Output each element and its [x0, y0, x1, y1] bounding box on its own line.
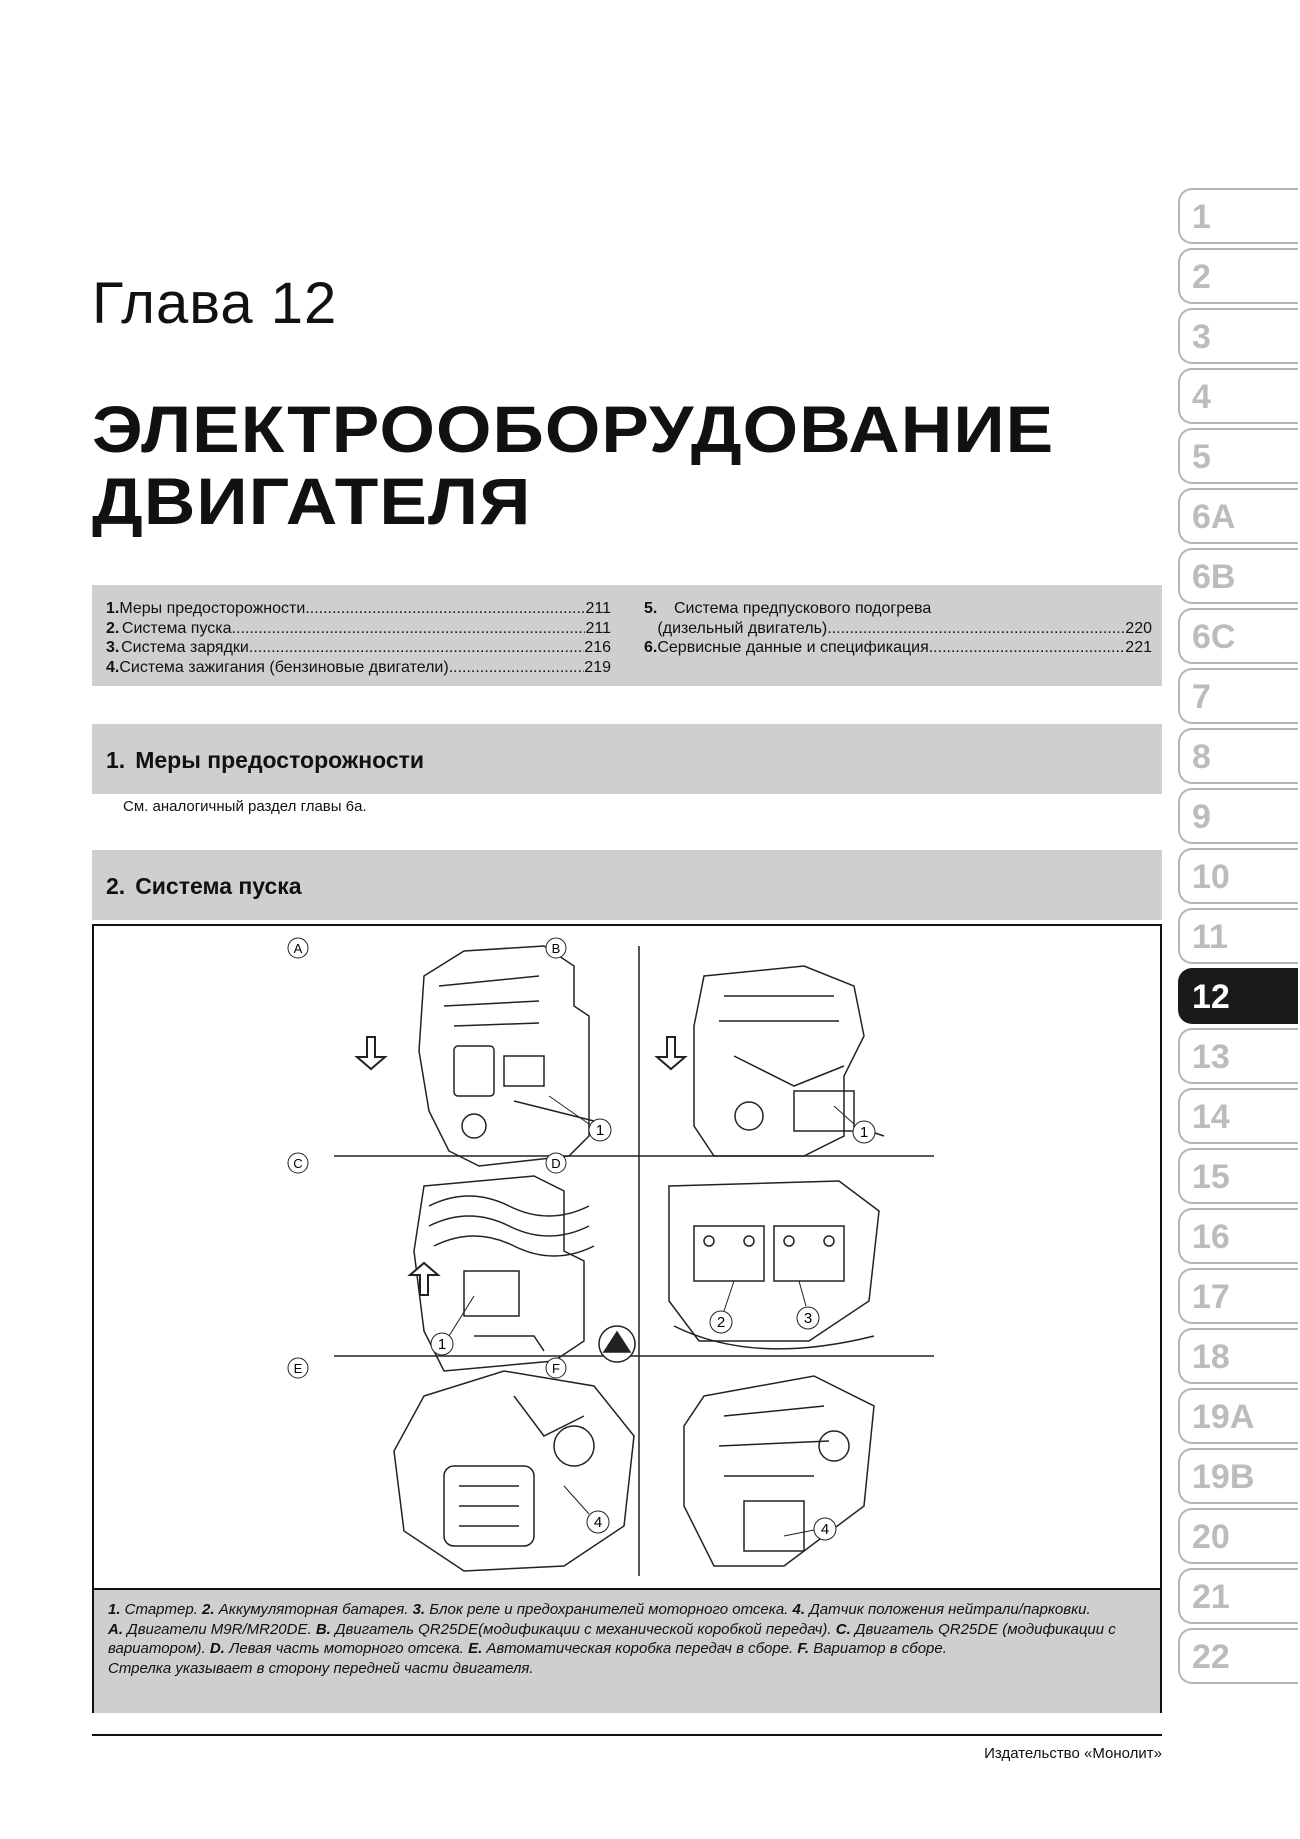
toc-leader-dots: [232, 619, 586, 639]
chapter-tab-12[interactable]: [1178, 968, 1298, 1024]
chapter-tab-19a[interactable]: [1178, 1388, 1298, 1444]
chapter-tab-label: 1: [1192, 198, 1211, 236]
chapter-tab-5[interactable]: [1178, 428, 1298, 484]
chapter-tab-19b[interactable]: [1178, 1448, 1298, 1504]
section-1-text: См. аналогичный раздел главы 6а.: [123, 798, 367, 815]
toc-leader-dots: [929, 638, 1126, 658]
panel-d-engine-bay-drawing: [669, 1181, 879, 1349]
chapter-tab-16[interactable]: [1178, 1208, 1298, 1264]
toc-leader-dots: [249, 638, 584, 658]
callout-e-4: [564, 1486, 609, 1533]
svg-text:2: 2: [716, 1314, 726, 1331]
section-2-title: Система пуска: [135, 873, 302, 899]
panel-label-b: [546, 938, 566, 958]
toc-entry-page: 216: [584, 639, 611, 656]
svg-text:D: D: [551, 1156, 561, 1171]
toc-entry-number: 4.: [106, 658, 120, 676]
caption-key: F.: [797, 1640, 810, 1657]
caption-key: 2.: [202, 1601, 215, 1618]
chapter-tab-label: 6B: [1192, 558, 1236, 596]
toc-entry-title: Меры предосторожности: [119, 600, 306, 617]
panel-e-transmission-drawing: [394, 1371, 634, 1571]
chapter-tab-7[interactable]: [1178, 668, 1298, 724]
chapter-tab-6b[interactable]: [1178, 548, 1298, 604]
caption-key: 4.: [792, 1601, 806, 1618]
footer-rule: [92, 1734, 1162, 1736]
svg-text:E: E: [293, 1361, 303, 1376]
chapter-tab-label: 20: [1192, 1518, 1230, 1556]
svg-text:4: 4: [820, 1521, 830, 1538]
toc-entry-number: 3.: [106, 639, 120, 656]
caption-key: 3.: [412, 1601, 426, 1618]
section-2-header: [92, 850, 1162, 920]
caption-desc: Двигатели M9R/MR20DE.: [123, 1620, 316, 1638]
caption-arrow-note: Стрелка указывает в сторону передней части двигателя.: [108, 1659, 534, 1677]
panel-label-a: [288, 938, 308, 958]
toc-entry-page: 221: [1125, 639, 1152, 656]
caption-legend-numbers: [108, 1601, 1091, 1618]
callout-c-1: [431, 1296, 474, 1355]
caption-desc: Вариатор в сборе.: [809, 1640, 947, 1657]
chapter-tab-1[interactable]: [1178, 188, 1298, 244]
caption-desc: Стартер.: [120, 1601, 203, 1618]
caption-key: C.: [835, 1620, 851, 1638]
callout-a-1: [549, 1096, 611, 1141]
toc-entry: [106, 619, 611, 639]
callout-f-4: [784, 1518, 836, 1540]
caption-desc: Двигатель QR25DE (модификации с вариатором).: [108, 1620, 1116, 1657]
chapter-tab-label: 6C: [1192, 618, 1236, 656]
chapter-tab-label: 18: [1192, 1338, 1230, 1376]
svg-text:A: A: [293, 941, 303, 956]
toc-entry-title: (дизельный двигатель): [657, 619, 828, 637]
caption-key: B.: [315, 1620, 331, 1638]
publisher-footer: Издательство «Монолит»: [984, 1745, 1162, 1762]
chapter-tab-label: 15: [1192, 1158, 1230, 1196]
title-line-2: ДВИГАТЕЛЯ: [92, 464, 532, 538]
toc-leader-dots: [305, 599, 585, 619]
chapter-tab-label: 13: [1192, 1038, 1230, 1076]
svg-text:4: 4: [593, 1514, 603, 1531]
chapter-tab-label: 22: [1192, 1638, 1230, 1676]
chapter-tab-13[interactable]: [1178, 1028, 1298, 1084]
toc-left-column: [106, 599, 611, 677]
chapter-tab-label: 19B: [1192, 1458, 1255, 1496]
toc-right-column: [644, 599, 1152, 658]
toc-entry-page: 220: [1125, 619, 1152, 637]
caption-desc: Левая часть моторного отсека.: [224, 1640, 469, 1657]
panel-label-c: [288, 1153, 308, 1173]
toc-entry: [106, 638, 611, 658]
toc-entry-page: 219: [584, 658, 611, 676]
chapter-tab-label: 6A: [1192, 498, 1236, 536]
chapter-tab-label: 7: [1192, 678, 1211, 716]
chapter-tab-4[interactable]: [1178, 368, 1298, 424]
svg-text:3: 3: [803, 1310, 813, 1327]
caption-key: D.: [209, 1640, 225, 1657]
chapter-tab-15[interactable]: [1178, 1148, 1298, 1204]
callouts: [431, 1096, 875, 1540]
toc-entry: [644, 599, 1152, 619]
panel-label-e: [288, 1358, 308, 1378]
toc-entry: [106, 658, 611, 678]
figure-caption: [94, 1588, 1160, 1713]
chapter-tab-label: 16: [1192, 1218, 1230, 1256]
chapter-tab-14[interactable]: [1178, 1088, 1298, 1144]
chapter-tab-label: 9: [1192, 798, 1211, 836]
chapter-tab-9[interactable]: [1178, 788, 1298, 844]
caption-desc: Аккумуляторная батарея.: [214, 1601, 413, 1618]
caption-legend-letters: [108, 1621, 1116, 1658]
figure-illustrations: [94, 926, 1160, 1588]
chapter-tab-label: 14: [1192, 1098, 1230, 1136]
svg-text:B: B: [551, 941, 561, 956]
chapter-tab-label: 8: [1192, 738, 1211, 776]
toc-entry-number: 6.: [644, 639, 658, 656]
section-2-number: 2.: [106, 873, 126, 899]
callout-d-2: [710, 1281, 734, 1333]
chapter-tab-label: 17: [1192, 1278, 1230, 1316]
chapter-tab-22[interactable]: [1178, 1628, 1298, 1684]
chapter-tab-17[interactable]: [1178, 1268, 1298, 1324]
toc-entry: [644, 619, 1152, 639]
toc-entry-title: Сервисные данные и спецификация: [657, 639, 929, 656]
chapter-tab-label: 10: [1192, 858, 1230, 896]
chapter-tab-label: 4: [1192, 378, 1211, 416]
chapter-tab-label: 21: [1192, 1578, 1230, 1616]
caption-desc: Автоматическая коробка передач в сборе.: [482, 1640, 798, 1657]
chapter-label: Глава 12: [92, 271, 338, 336]
chapter-tab-label: 19A: [1192, 1398, 1255, 1436]
section-1-title: Меры предосторожности: [135, 747, 425, 773]
toc-entry-title: Система зарядки: [121, 639, 249, 656]
caption-key: 1.: [108, 1601, 121, 1618]
toc-entry-page: 211: [585, 619, 611, 637]
toc-entry-number: 2.: [106, 619, 120, 637]
panel-a-engine-drawing: [419, 946, 594, 1166]
svg-text:1: 1: [437, 1336, 447, 1353]
panel-labels: [288, 938, 566, 1378]
section-1-header: [92, 724, 1162, 794]
callout-d-3: [797, 1281, 819, 1329]
toc-entry-number: 5.: [644, 600, 658, 617]
svg-text:1: 1: [595, 1122, 605, 1139]
chapter-tab-label: 3: [1192, 318, 1211, 356]
chapter-tab-21[interactable]: [1178, 1568, 1298, 1624]
chapter-tab-20[interactable]: [1178, 1508, 1298, 1564]
toc-leader-dots: [449, 658, 585, 678]
toc-entry-page: 211: [585, 600, 611, 617]
toc-entry-number: 1.: [106, 600, 120, 617]
chapter-tab-label: 12: [1192, 978, 1230, 1016]
table-of-contents: [92, 585, 1162, 686]
chapter-tab-3[interactable]: [1178, 308, 1298, 364]
panel-f-cvt-drawing: [684, 1376, 874, 1566]
toc-entry-title: Система предпускового подогрева: [674, 600, 932, 617]
title-line-1: ЭЛЕКТРООБОРУДОВАНИЕ: [92, 392, 1055, 466]
caption-desc: Датчик положения нейтрали/парковки.: [805, 1601, 1091, 1618]
toc-entry: [106, 599, 611, 619]
toc-entry-title: Система пуска: [121, 619, 232, 637]
caption-key: E.: [468, 1640, 483, 1657]
chapter-tab-8[interactable]: [1178, 728, 1298, 784]
section-1-number: 1.: [106, 747, 126, 773]
chapter-tab-11[interactable]: [1178, 908, 1298, 964]
caption-desc: Блок реле и предохранителей моторного отсека.: [425, 1601, 793, 1618]
chapter-tab-label: 5: [1192, 438, 1211, 476]
svg-text:C: C: [293, 1156, 303, 1171]
svg-text:1: 1: [859, 1124, 869, 1141]
chapter-tab-label: 11: [1192, 918, 1228, 956]
toc-entry-title: Система зажигания (бензиновые двигатели): [119, 658, 449, 676]
chapter-tab-6a[interactable]: [1178, 488, 1298, 544]
chapter-tab-6c[interactable]: [1178, 608, 1298, 664]
starter-system-figure: [92, 924, 1162, 1713]
panel-label-f: [546, 1358, 566, 1378]
caption-desc: Двигатель QR25DE(модификации с механической коробкой передач).: [330, 1620, 836, 1638]
chapter-tab-18[interactable]: [1178, 1328, 1298, 1384]
svg-text:F: F: [552, 1361, 560, 1376]
page-title: [92, 393, 1054, 537]
panel-label-d: [546, 1153, 566, 1173]
chapter-tab-10[interactable]: [1178, 848, 1298, 904]
chapter-tab-label: 2: [1192, 258, 1211, 296]
caption-key: A.: [108, 1620, 123, 1638]
chapter-tab-2[interactable]: [1178, 248, 1298, 304]
watermark-logo: [599, 1326, 635, 1362]
toc-entry: [644, 638, 1152, 658]
toc-leader-dots: [827, 619, 1125, 639]
